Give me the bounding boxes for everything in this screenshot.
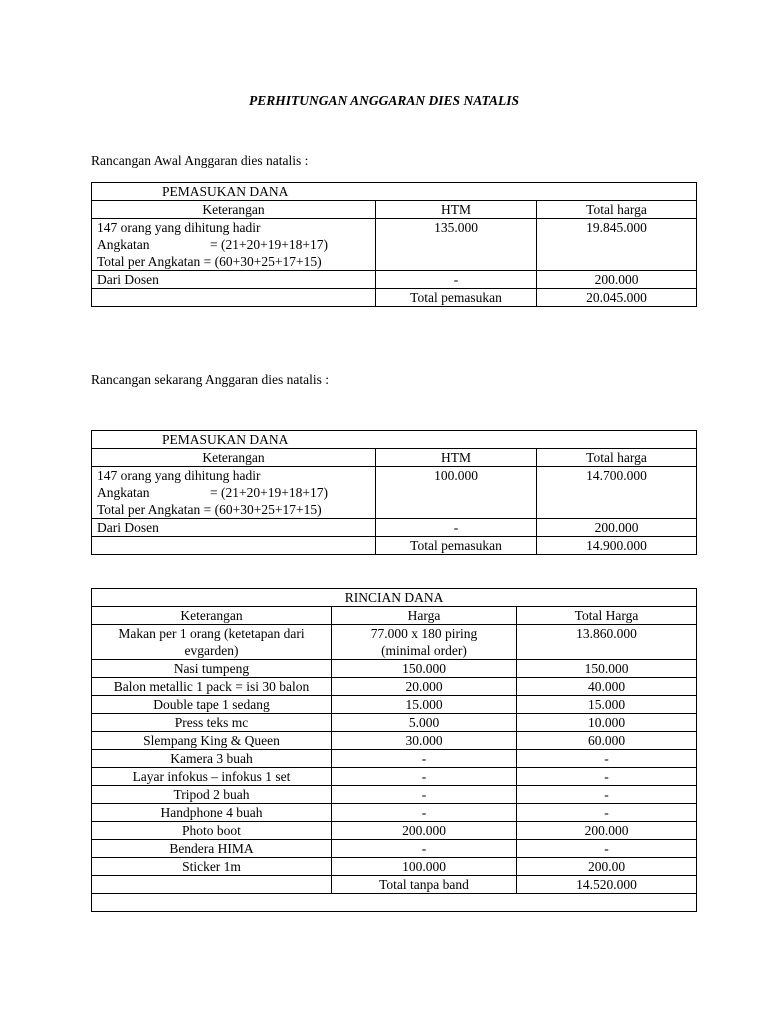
cell-keterangan: Sticker 1m [92, 858, 332, 876]
total-value: 14.520.000 [517, 876, 697, 894]
cell-total: - [517, 840, 697, 858]
cell-total: 13.860.000 [517, 625, 697, 660]
cell-harga: - [332, 768, 517, 786]
page-title: PERHITUNGAN ANGGARAN DIES NATALIS [249, 93, 519, 108]
table-row [92, 519, 697, 537]
table-row [92, 271, 697, 289]
cell-harga: 20.000 [332, 678, 517, 696]
table-row [92, 858, 697, 876]
cell-harga: 77.000 x 180 piring (minimal order) [332, 625, 517, 660]
total-label: Total pemasukan [376, 537, 537, 555]
cell-harga: 15.000 [332, 696, 517, 714]
cell-keterangan [92, 219, 376, 271]
table-header-row [92, 449, 697, 467]
cell-keterangan: Tripod 2 buah [92, 786, 332, 804]
cell-htm: 100.000 [376, 467, 537, 519]
keterangan-line2 [97, 236, 370, 253]
table-row [92, 768, 697, 786]
header-keterangan: Keterangan [92, 201, 376, 219]
table-section-row [92, 183, 697, 201]
cell-harga: 30.000 [332, 732, 517, 750]
header-keterangan: Keterangan [92, 607, 332, 625]
cell-keterangan: Makan per 1 orang (ketetapan dari evgarden) [92, 625, 332, 660]
cell-total: 200.000 [537, 271, 697, 289]
table-row [92, 696, 697, 714]
cell-total: 10.000 [517, 714, 697, 732]
section-title: PEMASUKAN DANA [92, 183, 697, 201]
cell-keterangan: Slempang King & Queen [92, 732, 332, 750]
keterangan-line2 [97, 484, 370, 501]
table-pemasukan-sekarang [91, 430, 697, 555]
cell-harga: 200.000 [332, 822, 517, 840]
cell-keterangan: Dari Dosen [92, 271, 376, 289]
cell-empty [92, 289, 376, 307]
header-total: Total harga [537, 201, 697, 219]
keterangan-line3: Total per Angkatan = (60+30+25+17+15) [97, 502, 322, 517]
cell-total: 40.000 [517, 678, 697, 696]
header-keterangan: Keterangan [92, 449, 376, 467]
cell-keterangan: Double tape 1 sedang [92, 696, 332, 714]
cell-harga: - [332, 840, 517, 858]
cell-htm: - [376, 271, 537, 289]
table-row [92, 219, 697, 271]
cell-htm: - [376, 519, 537, 537]
table-rincian-dana [91, 588, 697, 912]
table-row [92, 840, 697, 858]
angkatan-label: Angkatan [97, 485, 150, 500]
cell-empty [92, 894, 697, 912]
angkatan-formula: = (21+20+19+18+17) [210, 237, 328, 252]
cell-keterangan: Photo boot [92, 822, 332, 840]
intro-sekarang: Rancangan sekarang Anggaran dies natalis : [91, 372, 330, 387]
table-header-row [92, 201, 697, 219]
angkatan-label: Angkatan [97, 237, 150, 252]
table-total-row [92, 537, 697, 555]
table-row [92, 467, 697, 519]
cell-total: 60.000 [517, 732, 697, 750]
cell-empty [92, 876, 332, 894]
cell-total: 200.000 [517, 822, 697, 840]
cell-total: - [517, 768, 697, 786]
cell-harga: 100.000 [332, 858, 517, 876]
cell-harga: - [332, 804, 517, 822]
total-label: Total pemasukan [376, 289, 537, 307]
header-harga: Harga [332, 607, 517, 625]
intro-awal: Rancangan Awal Anggaran dies natalis : [91, 153, 309, 168]
keterangan-line3: Total per Angkatan = (60+30+25+17+15) [97, 254, 322, 269]
cell-total: 14.700.000 [537, 467, 697, 519]
keterangan-line1: 147 orang yang dihitung hadir [97, 468, 261, 483]
cell-keterangan [92, 467, 376, 519]
cell-total: 15.000 [517, 696, 697, 714]
cell-keterangan: Bendera HIMA [92, 840, 332, 858]
cell-harga: - [332, 786, 517, 804]
total-value: 20.045.000 [537, 289, 697, 307]
table-total-row [92, 289, 697, 307]
table-row [92, 625, 697, 660]
angkatan-formula: = (21+20+19+18+17) [210, 485, 328, 500]
total-label: Total tanpa band [332, 876, 517, 894]
table-row [92, 804, 697, 822]
table-row [92, 660, 697, 678]
table-row [92, 750, 697, 768]
table-header-row [92, 607, 697, 625]
cell-harga: 5.000 [332, 714, 517, 732]
table-section-row [92, 431, 697, 449]
cell-total: 19.845.000 [537, 219, 697, 271]
cell-keterangan: Balon metallic 1 pack = isi 30 balon [92, 678, 332, 696]
cell-harga: - [332, 750, 517, 768]
cell-total: 200.00 [517, 858, 697, 876]
cell-keterangan: Kamera 3 buah [92, 750, 332, 768]
cell-keterangan: Handphone 4 buah [92, 804, 332, 822]
total-value: 14.900.000 [537, 537, 697, 555]
table-section-row [92, 589, 697, 607]
header-htm: HTM [376, 201, 537, 219]
cell-total: - [517, 786, 697, 804]
cell-total: - [517, 804, 697, 822]
table-pemasukan-awal [91, 182, 697, 307]
cell-total: 200.000 [537, 519, 697, 537]
table-row [92, 822, 697, 840]
cell-keterangan: Press teks mc [92, 714, 332, 732]
cell-keterangan: Nasi tumpeng [92, 660, 332, 678]
section-title: RINCIAN DANA [92, 589, 697, 607]
table-empty-row [92, 894, 697, 912]
section-title: PEMASUKAN DANA [92, 431, 697, 449]
cell-total: - [517, 750, 697, 768]
cell-htm: 135.000 [376, 219, 537, 271]
table-total-row [92, 876, 697, 894]
keterangan-line1: 147 orang yang dihitung hadir [97, 220, 261, 235]
cell-total: 150.000 [517, 660, 697, 678]
cell-empty [92, 537, 376, 555]
cell-keterangan: Layar infokus – infokus 1 set [92, 768, 332, 786]
header-total: Total Harga [517, 607, 697, 625]
cell-keterangan: Dari Dosen [92, 519, 376, 537]
header-htm: HTM [376, 449, 537, 467]
table-row [92, 678, 697, 696]
table-row [92, 732, 697, 750]
table-row [92, 714, 697, 732]
cell-harga: 150.000 [332, 660, 517, 678]
header-total: Total harga [537, 449, 697, 467]
table-row [92, 786, 697, 804]
